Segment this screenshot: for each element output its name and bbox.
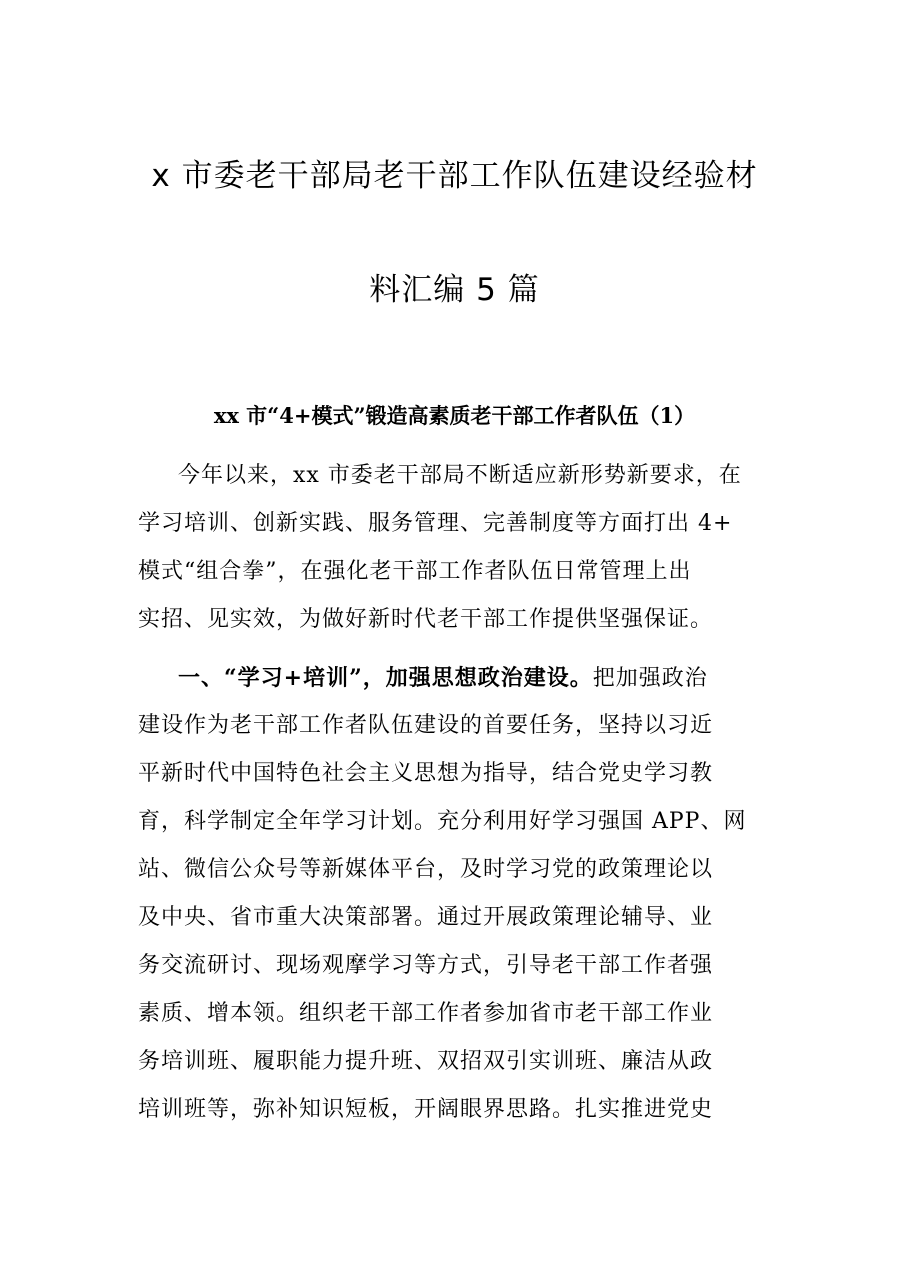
paragraph-line: 及中央、省市重大决策部署。通过开展政策理论辅导、业 bbox=[138, 905, 714, 930]
paragraph-line: 培训班等，弥补知识短板，开阔眼界思路。扎实推进党史 bbox=[138, 1097, 714, 1122]
paragraph-line: 素质、增本领。组织老干部工作者参加省市老干部工作业 bbox=[138, 1001, 714, 1026]
intro-paragraph bbox=[138, 452, 778, 644]
paragraph-line: 模式“组合拳”，在强化老干部工作者队伍日常管理上出 bbox=[138, 559, 692, 584]
section-1-heading: 一、“学习+培训”，加强思想政治建设。 bbox=[178, 665, 593, 691]
paragraph-line: 学习培训、创新实践、服务管理、完善制度等方面打出 4+ bbox=[138, 511, 733, 536]
paragraph-line: 站、微信公众号等新媒体平台，及时学习党的政策理论以 bbox=[138, 857, 714, 882]
section-1-paragraph bbox=[138, 654, 778, 1134]
document-title-line-1: x 市委老干部局老干部工作队伍建设经验材 bbox=[151, 158, 758, 194]
document-title-line-2: 料汇编 5 篇 bbox=[369, 272, 540, 308]
section-1-first-line bbox=[138, 654, 778, 702]
paragraph-line: 实招、见实效，为做好新时代老干部工作提供坚强保证。 bbox=[138, 607, 714, 632]
section-1-first-line-text: 把加强政治 bbox=[592, 666, 708, 691]
paragraph-line: 平新时代中国特色社会主义思想为指导，结合党史学习教 bbox=[138, 761, 714, 786]
paragraph-line: 今年以来，xx 市委老干部局不断适应新形势新要求，在 bbox=[178, 463, 742, 488]
paragraph-line: 建设作为老干部工作者队伍建设的首要任务，坚持以习近 bbox=[138, 713, 714, 738]
paragraph-line: 务培训班、履职能力提升班、双招双引实训班、廉洁从政 bbox=[138, 1049, 714, 1074]
article-subtitle: xx 市“4+模式”锻造高素质老干部工作者队伍（1） bbox=[213, 403, 696, 428]
paragraph-line: 育，科学制定全年学习计划。充分利用好学习强国 APP、网 bbox=[138, 809, 747, 834]
paragraph-line: 务交流研讨、现场观摩学习等方式，引导老干部工作者强 bbox=[138, 953, 714, 978]
